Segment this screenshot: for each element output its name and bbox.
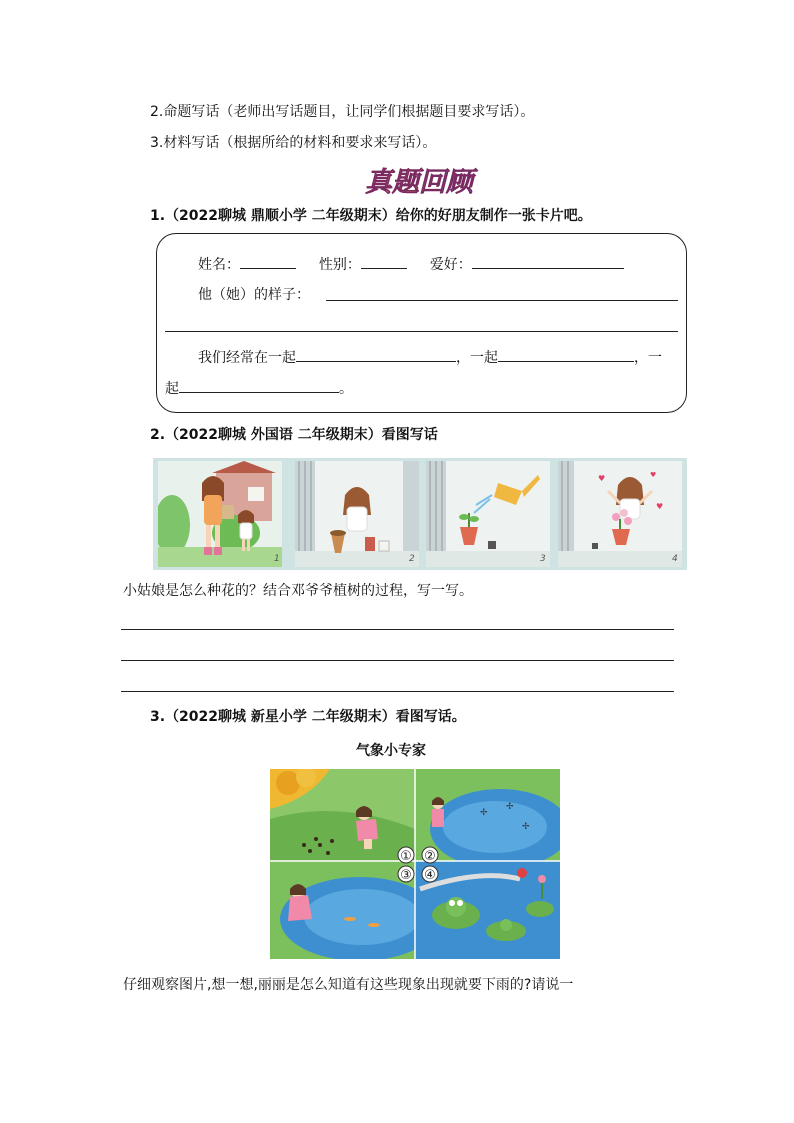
answer-line-3[interactable] (121, 691, 674, 692)
together-end: ，一 (634, 350, 662, 366)
circle-4: ④ (424, 868, 436, 883)
answer-line-1[interactable] (121, 629, 674, 630)
panel-4-number: 4 (672, 554, 678, 564)
svg-text:♥: ♥ (656, 502, 664, 511)
together-blank2[interactable] (498, 347, 634, 362)
circle-2: ② (424, 849, 436, 864)
name-label: 姓名： (198, 257, 240, 273)
svg-text:✢: ✢ (506, 802, 514, 812)
banner-text: 真题回顾 (365, 167, 473, 198)
looks-blank[interactable] (326, 300, 678, 301)
name-blank[interactable] (240, 254, 296, 269)
hobby-label: 爱好： (429, 257, 472, 273)
panel-2-number: 2 (409, 554, 415, 564)
q3-subtitle: 气象小专家 (356, 743, 426, 759)
comic-panel-4 (558, 461, 682, 567)
weather-illustration (270, 769, 560, 959)
line3-end: 。 (339, 381, 353, 397)
svg-text:♥: ♥ (598, 474, 606, 483)
card-row1 (198, 254, 624, 274)
circle-1: ① (400, 849, 412, 864)
svg-text:✢: ✢ (522, 822, 530, 832)
together-mid: ，一起 (456, 350, 498, 366)
section-banner (352, 164, 486, 198)
panel-1-number: 1 (274, 554, 280, 564)
card-row4 (165, 378, 353, 398)
comic-panel-3 (426, 461, 550, 567)
item2-line: 2.命题写话（老师出写话题目，让同学们根据题目要求写话）。 (150, 104, 535, 120)
q3-title: 3.（2022聊城 新星小学 二年级期末）看图写话。 (150, 709, 466, 725)
svg-text:♥: ♥ (650, 471, 657, 479)
comic-panel-1 (158, 461, 282, 567)
together-blank3[interactable] (179, 378, 339, 393)
q3-prompt: 仔细观察图片,想一想,丽丽是怎么知道有这些现象出现就要下雨的?请说一 (123, 977, 574, 993)
q2-title: 2.（2022聊城 外国语 二年级期末）看图写话 (150, 427, 438, 443)
comic-panel-2 (295, 461, 419, 567)
gender-label: 性别： (318, 257, 361, 273)
q1-title: 1.（2022聊城 鼎顺小学 二年级期末）给你的好朋友制作一张卡片吧。 (150, 208, 592, 224)
answer-line-2[interactable] (121, 660, 674, 661)
gender-blank[interactable] (361, 254, 407, 269)
circle-3: ③ (400, 868, 412, 883)
together-start: 我们经常在一起 (198, 350, 296, 366)
item3-line: 3.材料写话（根据所给的材料和要求来写话）。 (150, 135, 437, 151)
hobby-blank[interactable] (472, 254, 624, 269)
card-row3 (198, 347, 662, 367)
together-blank1[interactable] (296, 347, 456, 362)
line3-start: 起 (165, 381, 179, 397)
panel-3-number: 3 (540, 554, 546, 564)
q2-prompt: 小姑娘是怎么种花的？结合邓爷爷植树的过程，写一写。 (123, 583, 473, 599)
svg-text:✢: ✢ (480, 808, 488, 818)
looks-label: 他（她）的样子： (198, 287, 310, 303)
looks-blank-line2[interactable] (165, 331, 678, 332)
